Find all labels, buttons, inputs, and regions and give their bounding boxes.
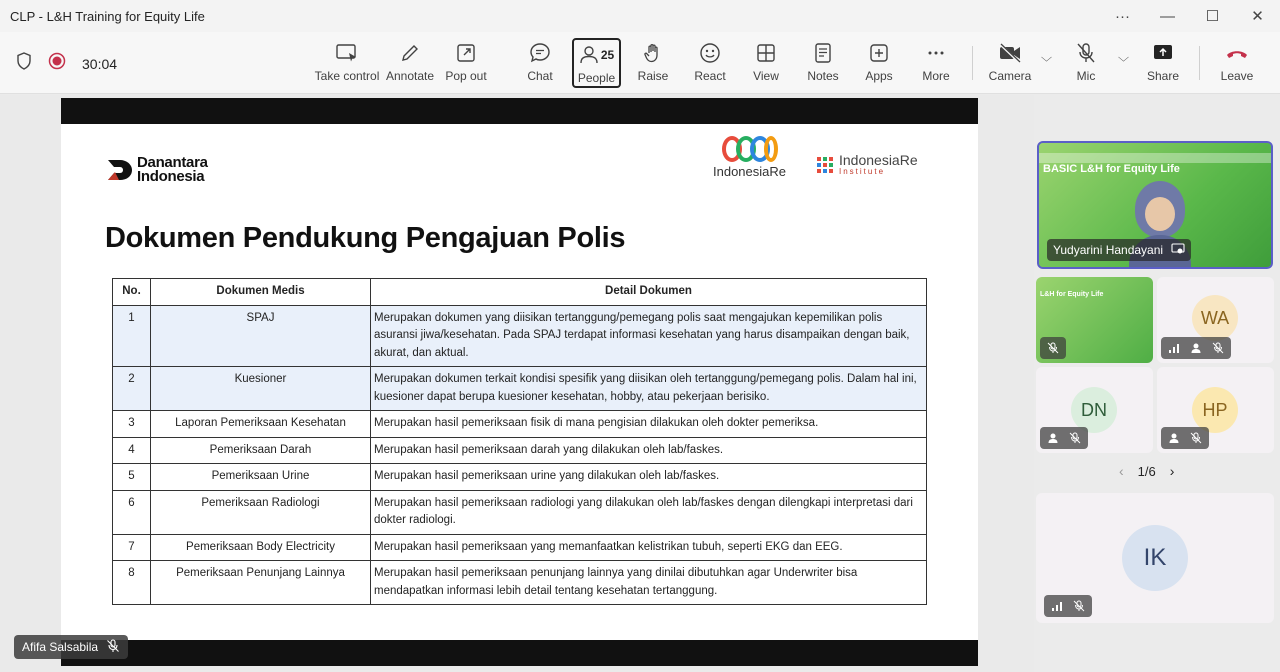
table-row [113, 437, 927, 464]
table-row [113, 367, 927, 411]
danantara-logo [107, 156, 217, 184]
mic-off-icon [1189, 431, 1203, 445]
avatar: IK [1122, 525, 1188, 591]
minimize-button[interactable]: — [1160, 7, 1175, 25]
status-badges [1040, 337, 1066, 359]
grid-icon [755, 38, 777, 68]
chat-button[interactable] [508, 38, 572, 88]
danantara-mark-icon [107, 157, 133, 183]
row-no: 1 [113, 305, 151, 367]
toolbar-divider [1199, 46, 1200, 80]
leave-label: Leave [1220, 69, 1254, 83]
avatar: DN [1071, 387, 1117, 433]
more-button[interactable] [904, 38, 968, 88]
chevron-left-icon[interactable]: ‹ [1119, 463, 1124, 479]
row-doc: Pemeriksaan Body Electricity [151, 534, 371, 561]
chat-label: Chat [527, 69, 553, 83]
pop-out-icon [455, 38, 477, 68]
smiley-icon [699, 38, 721, 68]
row-doc: Pemeriksaan Darah [151, 437, 371, 464]
background-slide-caption: L&H for Equity Life [1040, 291, 1104, 298]
danantara-logo-text: Danantara Indonesia [137, 154, 208, 185]
participant-tile[interactable] [1157, 367, 1274, 453]
participant-name-tag [1047, 239, 1191, 261]
annotate-label: Annotate [385, 69, 435, 83]
mic-off-icon [1211, 341, 1225, 355]
chevron-right-icon[interactable]: › [1169, 463, 1175, 479]
camera-label: Camera [988, 69, 1032, 83]
signal-bars-icon [1050, 599, 1064, 613]
people-label: People [577, 71, 616, 85]
people-icon [579, 45, 599, 65]
participant-tile[interactable] [1036, 277, 1153, 363]
featured-participant-tile[interactable] [1037, 141, 1273, 269]
people-count: 25 [600, 48, 615, 62]
row-doc: Laporan Pemeriksaan Kesehatan [151, 411, 371, 438]
chat-icon [529, 38, 551, 68]
share-button[interactable] [1131, 38, 1195, 88]
camera-options-chevron-icon[interactable]: ﹀ [1041, 57, 1052, 69]
meeting-toolbar [0, 32, 1280, 94]
view-label: View [753, 69, 779, 83]
ellipsis-icon [925, 38, 947, 68]
people-button[interactable] [572, 38, 621, 88]
row-no: 8 [113, 561, 151, 605]
row-detail: Merupakan dokumen terkait kondisi spesifik yang diisikan oleh tertanggung/pemegang polis. Dalam hal ini, kuesioner dapat berupa kuesioner kesehatan, hobby, atau pekerjaan berisiko. [371, 367, 927, 411]
mic-options-chevron-icon[interactable]: ﹀ [1118, 57, 1129, 69]
self-view-tile[interactable] [1036, 493, 1274, 623]
pen-icon [399, 38, 421, 68]
dots-icon [817, 157, 833, 173]
apps-label: Apps [865, 69, 893, 83]
take-control-label: Take control [314, 69, 380, 83]
status-badges [1161, 337, 1231, 359]
row-detail: Merupakan dokumen yang diisikan tertanggung/pemegang polis saat mengajukan kepemilikan polis asuransi jiwa/kesehatan. Pada SPAJ terdapat informasi kesehatan yang harus disampaikan dengan baik, akurat, dan aktual. [371, 305, 927, 367]
col-header-no: No. [113, 279, 151, 306]
guest-icon [1189, 341, 1203, 355]
apps-button[interactable] [847, 38, 911, 88]
status-badges [1161, 427, 1209, 449]
raise-hand-button[interactable] [621, 38, 685, 88]
slide-top-bar [61, 98, 978, 124]
react-label: React [694, 69, 726, 83]
meeting-timer: 30:04 [82, 55, 118, 72]
row-detail: Merupakan hasil pemeriksaan urine yang dilakukan oleh lab/faskes. [371, 464, 927, 491]
table-row [113, 411, 927, 438]
take-control-icon [335, 38, 359, 68]
share-label: Share [1146, 69, 1180, 83]
participants-panel [1034, 95, 1280, 672]
guest-icon [1167, 431, 1181, 445]
row-doc: Kuesioner [151, 367, 371, 411]
notes-icon [812, 38, 834, 68]
row-no: 4 [113, 437, 151, 464]
table-row [113, 534, 927, 561]
row-doc: Pemeriksaan Radiologi [151, 490, 371, 534]
maximize-button[interactable]: ☐ [1205, 8, 1220, 25]
row-doc: Pemeriksaan Penunjang Lainnya [151, 561, 371, 605]
plus-square-icon [868, 38, 890, 68]
mic-off-icon [1046, 341, 1060, 355]
share-icon [1152, 38, 1174, 68]
participant-tile[interactable] [1157, 277, 1274, 363]
row-detail: Merupakan hasil pemeriksaan penunjang lainnya yang dinilai dibutuhkan agar Underwriter bisa mendapatkan informasi lebih detail tentang kesehatan tertanggung. [371, 561, 927, 605]
raise-label: Raise [637, 69, 669, 83]
shield-icon[interactable] [16, 52, 32, 75]
mic-button[interactable] [1054, 38, 1118, 88]
row-doc: SPAJ [151, 305, 371, 367]
avatar: HP [1192, 387, 1238, 433]
status-badges [1040, 427, 1088, 449]
annotate-button[interactable] [378, 38, 442, 88]
table-row [113, 464, 927, 491]
window-title: CLP - L&H Training for Equity Life [10, 8, 205, 24]
document-table [112, 278, 927, 605]
col-header-doc: Dokumen Medis [151, 279, 371, 306]
row-detail: Merupakan hasil pemeriksaan fisik di mana pengisian dilakukan oleh dokter pemeriksa. [371, 411, 927, 438]
background-slide-caption: BASIC L&H for Equity Life [1043, 163, 1180, 175]
hand-icon [642, 38, 664, 68]
close-button[interactable]: ✕ [1251, 8, 1264, 25]
hang-up-icon [1225, 38, 1249, 68]
table-row [113, 561, 927, 605]
shared-screen-area [0, 95, 1034, 672]
guest-icon [1046, 431, 1060, 445]
col-header-detail: Detail Dokumen [371, 279, 927, 306]
participant-pager [1119, 463, 1174, 479]
presenter-name: Afifa Salsabila [22, 640, 99, 654]
more-label: More [922, 69, 950, 83]
signal-bars-icon [1167, 341, 1181, 355]
indonesia-re-text: IndonesiaRe [713, 164, 786, 179]
institute-subtitle: Institute [839, 167, 886, 176]
pop-out-label: Pop out [445, 69, 487, 83]
avatar: WA [1192, 295, 1238, 341]
camera-button[interactable] [978, 38, 1042, 88]
row-no: 6 [113, 490, 151, 534]
row-detail: Merupakan hasil pemeriksaan darah yang dilakukan oleh lab/faskes. [371, 437, 927, 464]
slide-title: Dokumen Pendukung Pengajuan Polis [105, 222, 626, 254]
screen-share-icon [1171, 243, 1185, 258]
rings-icon [713, 136, 786, 162]
camera-off-icon [998, 38, 1022, 68]
page-indicator: 1/6 [1137, 463, 1156, 479]
row-no: 7 [113, 534, 151, 561]
mic-off-icon [1072, 599, 1086, 613]
indonesia-re-institute-logo [817, 154, 918, 176]
presenter-name-tag [14, 635, 128, 659]
presentation-slide [61, 98, 978, 666]
indonesia-re-logo [713, 136, 786, 179]
take-control-button[interactable] [315, 38, 379, 88]
mic-off-icon [1068, 431, 1082, 445]
toolbar-divider [972, 46, 973, 80]
notes-button[interactable] [791, 38, 855, 88]
leave-button[interactable] [1205, 38, 1269, 88]
institute-name: IndonesiaRe [839, 152, 918, 168]
table-row [113, 305, 927, 367]
row-no: 3 [113, 411, 151, 438]
notes-label: Notes [807, 69, 839, 83]
participant-name: Yudyarini Handayani [1053, 243, 1164, 257]
row-no: 5 [113, 464, 151, 491]
mic-label: Mic [1076, 69, 1096, 83]
mic-off-icon [106, 639, 120, 656]
row-detail: Merupakan hasil pemeriksaan radiologi yang dilakukan oleh lab/faskes dengan dilengkapi interpretasi dari dokter radiologi. [371, 490, 927, 534]
view-button[interactable] [734, 38, 798, 88]
more-options-icon[interactable]: ··· [1115, 7, 1130, 25]
table-row [113, 490, 927, 534]
slide-bottom-bar [61, 640, 978, 666]
status-badges [1044, 595, 1092, 617]
participant-tile[interactable] [1036, 367, 1153, 453]
react-button[interactable] [678, 38, 742, 88]
pop-out-button[interactable] [434, 38, 498, 88]
table-header-row [113, 279, 927, 306]
title-bar [0, 0, 1280, 32]
row-doc: Pemeriksaan Urine [151, 464, 371, 491]
row-detail: Merupakan hasil pemeriksaan yang memanfaatkan kelistrikan tubuh, seperti EKG dan EEG. [371, 534, 927, 561]
recording-icon [48, 52, 66, 75]
row-no: 2 [113, 367, 151, 411]
people-icon-wrap [579, 40, 614, 70]
mic-off-icon [1075, 38, 1097, 68]
